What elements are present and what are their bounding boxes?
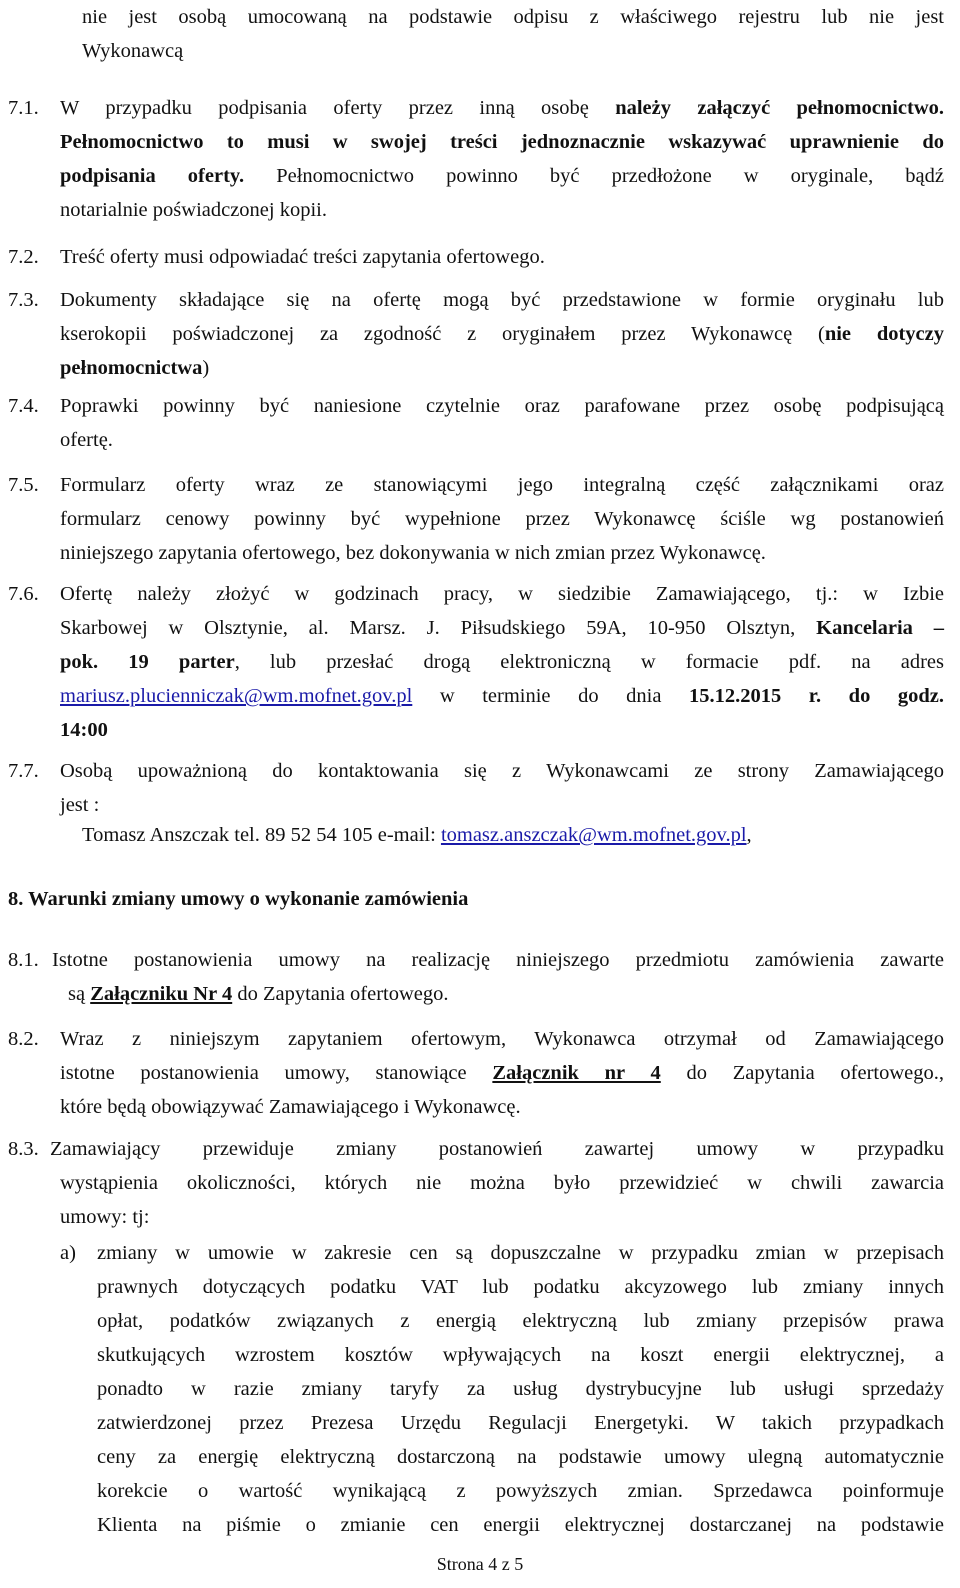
bold-text: Pełnomocnictwo to musi w swojej treści jednoznacznie wskazywać uprawnienie do [60,131,944,153]
section-number: 8.2. [8,1028,39,1050]
email-link[interactable]: mariusz.plucienniczak@wm.mofnet.gov.pl [60,685,413,707]
section-number: 7.4. [8,395,39,417]
text-line: formularz cenowy powinny być wypełnione przez Wykonawcę ściśle wg postanowień [60,508,944,530]
text-line [60,91,944,125]
text-line [60,351,944,385]
section-number: 7.6. [8,583,39,605]
text-run: są [68,983,91,1005]
text-line: umowy: tj: [60,1206,150,1228]
text-line: wystąpienia okoliczności, których nie można było przewidzieć w chwili zawarcia [60,1172,944,1194]
bold-text: Kancelaria – [816,617,944,639]
text-line [60,679,944,713]
text-run: kserokopii poświadczonej za zgodność z oryginałem przez Wykonawcę ( [60,323,825,345]
text-line: ofertę. [60,429,113,451]
text-run: do Zapytania ofertowego., [660,1062,945,1084]
text-line [60,159,944,193]
text-line [52,977,944,1011]
section-number: 8.1. [8,949,39,971]
text-run: , lub przesłać drogą elektroniczną w formacie pdf. na adres [234,651,944,673]
text-line: nie jest osobą umocowaną na podstawie odpisu z właściwego rejestru lub nie jest [82,6,944,28]
section-number: 7.3. [8,289,39,311]
list-label: a) [60,1242,76,1264]
text-line: zatwierdzonej przez Prezesa Urzędu Regulacji Energetyki. W takich przypadkach [97,1412,944,1434]
text-line: które będą obowiązywać Zamawiającego i Wykonawcę. [60,1096,521,1118]
text-line: Ofertę należy złożyć w godzinach pracy, w siedzibie Zamawiającego, tj.: w Izbie [60,583,944,605]
text-line [60,1056,944,1090]
section-number: 7.2. [8,246,39,268]
list-item-body [97,1236,944,1542]
text-line: Istotne postanowienia umowy na realizację niniejszego przedmiotu zamówienia zawarte [52,949,944,971]
text-line: korekcie o wartość wynikającą z powyższych zmian. Sprzedawca poinformuje [97,1480,944,1502]
text-line [60,611,944,645]
text-line: prawnych dotyczących podatku VAT lub podatku akcyzowego lub zmiany innych [97,1276,944,1298]
text-line [60,317,944,351]
contact-text: Tomasz Anszczak tel. 89 52 54 105 e-mail: [82,824,441,846]
text-line: Wraz z niniejszym zapytaniem ofertowym, Wykonawca otrzymał od Zamawiającego [60,1028,944,1050]
bold-text: pełnomocnictwa [60,357,203,379]
text-line: Zamawiający przewiduje zmiany postanowień zawartej umowy w przypadku [50,1138,944,1160]
bold-text: pok. 19 parter [60,651,235,673]
bold-text: nie dotyczy [824,323,944,345]
attachment-reference: Załącznik nr 4 [492,1062,661,1084]
bold-text: należy załączyć pełnomocnictwo. [615,97,945,119]
text-line: jest : [60,794,100,816]
text-run: istotne postanowienia umowy, stanowiące [60,1062,493,1084]
text-line: Osobą upoważnioną do kontaktowania się z Wykonawcami ze strony Zamawiającego [60,760,944,782]
section-number: 8.3. [8,1138,39,1160]
text-line: Klienta na piśmie o zmianie cen energii elektrycznej dostarczanej na podstawie [97,1514,944,1536]
text-line: Poprawki powinny być naniesione czytelnie oraz parafowane przez osobę podpisującą [60,395,944,417]
text-line: Formularz oferty wraz ze stanowiącymi jego integralną część załącznikami oraz [60,474,944,496]
text-line [60,645,944,679]
text-line: Dokumenty składające się na ofertę mogą być przedstawione w formie oryginału lub [60,289,944,311]
section-heading: 8. Warunki zmiany umowy o wykonanie zamówienia [8,888,469,910]
text-line: ponadto w razie zmiany taryfy za usług dystrybucyjne lub usługi sprzedaży [97,1378,944,1400]
text-line: Wykonawcą [82,40,184,62]
text-run: , [746,824,752,846]
page-footer: Strona 4 z 5 [436,1554,524,1574]
section-number: 7.5. [8,474,39,496]
section-number: 7.7. [8,760,39,782]
text-line: ceny za energię elektryczną dostarczoną na podstawie umowy ulegną automatycznie [97,1446,944,1468]
text-run: do Zapytania ofertowego. [232,983,449,1005]
text-line: opłat, podatków związanych z energią elektryczną lub zmiany przepisów prawa [97,1310,944,1332]
text-line: niniejszego zapytania ofertowego, bez dokonywania w nich zmian przez Wykonawcę. [60,542,766,564]
text-run: W przypadku podpisania oferty przez inną osobę [60,97,616,119]
bold-text: podpisania oferty. [60,165,245,187]
attachment-reference: Załączniku Nr 4 [90,983,233,1005]
text-line: Treść oferty musi odpowiadać treści zapytania ofertowego. [60,246,545,268]
text-line: zmiany w umowie w zakresie cen są dopuszczalne w przypadku zmian w przepisach [97,1242,944,1264]
bold-text: 14:00 [60,719,108,741]
text-run: w terminie do dnia [412,685,689,707]
text-line [60,125,944,159]
text-line [60,713,944,747]
bold-text: 15.12.2015 r. do godz. [688,685,944,707]
text-line: skutkujących wzrostem kosztów wpływających na koszt energii elektrycznej, a [97,1344,944,1366]
section-number: 7.1. [8,97,39,119]
text-run: Skarbowej w Olsztynie, al. Marsz. J. Piłsudskiego 59A, 10-950 Olsztyn, [60,617,817,639]
contact-line [82,818,752,852]
text-line: notarialnie poświadczonej kopii. [60,199,327,221]
text-run: ) [202,357,210,379]
text-run: Pełnomocnictwo powinno być przedłożone w oryginale, bądź [244,165,944,187]
contact-email-link[interactable]: tomasz.anszczak@wm.mofnet.gov.pl [440,824,747,846]
